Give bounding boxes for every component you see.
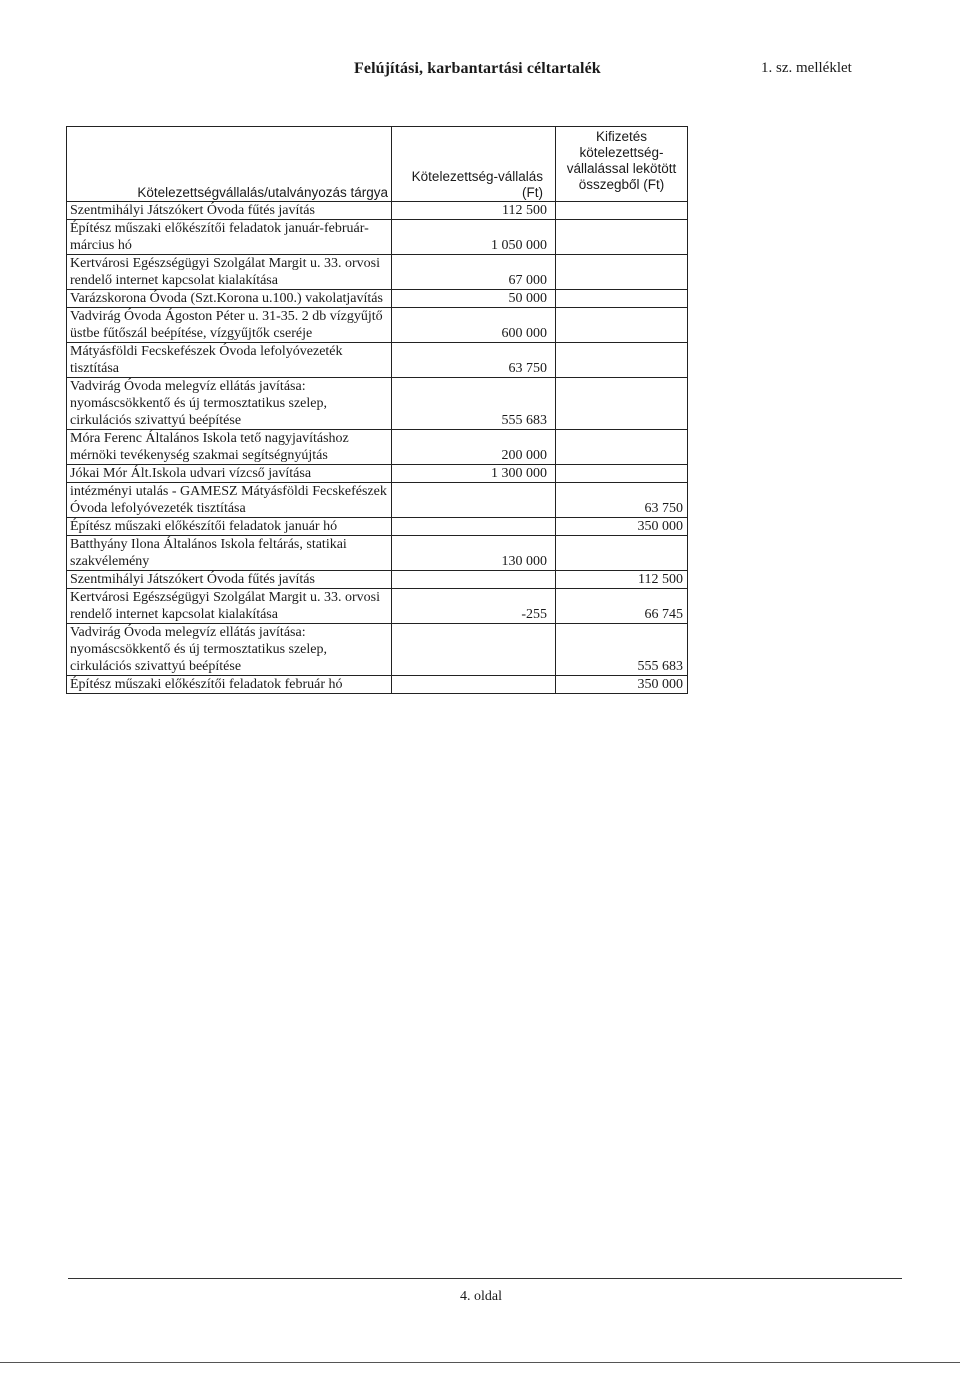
table-row xyxy=(67,571,688,589)
column-header-commitment: Kötelezettség-vállalás (Ft) xyxy=(392,127,556,202)
table-row xyxy=(67,308,688,343)
column-header-subject: Kötelezettségvállalás/utalványozás tárgya xyxy=(67,127,392,202)
table-row xyxy=(67,430,688,465)
table-row xyxy=(67,624,688,676)
table-row xyxy=(67,255,688,290)
cell-commitment xyxy=(392,483,556,518)
cell-commitment: 63 750 xyxy=(392,343,556,378)
commitments-table xyxy=(66,126,688,694)
bottom-divider xyxy=(0,1362,960,1363)
attachment-label: 1. sz. melléklet xyxy=(761,60,852,76)
cell-commitment: -255 xyxy=(392,589,556,624)
table-header-row xyxy=(67,127,688,202)
table-row xyxy=(67,202,688,220)
cell-payment xyxy=(556,378,688,430)
cell-payment: 350 000 xyxy=(556,676,688,694)
table-row xyxy=(67,518,688,536)
cell-commitment: 50 000 xyxy=(392,290,556,308)
table-row xyxy=(67,290,688,308)
cell-commitment: 1 050 000 xyxy=(392,220,556,255)
cell-commitment xyxy=(392,624,556,676)
table-row xyxy=(67,589,688,624)
cell-payment xyxy=(556,290,688,308)
cell-commitment xyxy=(392,571,556,589)
cell-subject: Szentmihályi Játszókert Óvoda fűtés javítás xyxy=(67,571,392,589)
cell-commitment: 130 000 xyxy=(392,536,556,571)
cell-commitment: 67 000 xyxy=(392,255,556,290)
table-body xyxy=(67,202,688,694)
cell-payment xyxy=(556,536,688,571)
cell-subject: Vadvirág Óvoda melegvíz ellátás javítása: nyomáscsökkentő és új termosztatikus szelep, cirkulációs szivattyú beépítése xyxy=(67,378,392,430)
cell-subject: Szentmihályi Játszókert Óvoda fűtés javítás xyxy=(67,202,392,220)
cell-payment: 350 000 xyxy=(556,518,688,536)
column-header-payment: Kifizetés kötelezettség-vállalással lekötött összegből (Ft) xyxy=(556,127,688,202)
cell-subject: Vadvirág Óvoda melegvíz ellátás javítása: nyomáscsökkentő és új termosztatikus szelep, cirkulációs szivattyú beépítése xyxy=(67,624,392,676)
footer-divider xyxy=(68,1278,902,1279)
table-row xyxy=(67,465,688,483)
cell-subject: Építész műszaki előkészítői feladatok február hó xyxy=(67,676,392,694)
cell-subject: Varázskorona Óvoda (Szt.Korona u.100.) vakolatjavítás xyxy=(67,290,392,308)
cell-subject: Móra Ferenc Általános Iskola tető nagyjavításhoz mérnöki tevékenység szakmai segítségnyújtás xyxy=(67,430,392,465)
cell-payment xyxy=(556,343,688,378)
page-title: Felújítási, karbantartási céltartalék xyxy=(354,60,601,77)
cell-subject: Mátyásföldi Fecskefészek Óvoda lefolyóvezeték tisztítása xyxy=(67,343,392,378)
cell-commitment xyxy=(392,518,556,536)
table-row xyxy=(67,378,688,430)
cell-payment: 112 500 xyxy=(556,571,688,589)
cell-payment: 63 750 xyxy=(556,483,688,518)
cell-commitment: 600 000 xyxy=(392,308,556,343)
cell-payment xyxy=(556,308,688,343)
cell-payment: 555 683 xyxy=(556,624,688,676)
cell-payment xyxy=(556,255,688,290)
table-row xyxy=(67,483,688,518)
cell-commitment: 112 500 xyxy=(392,202,556,220)
cell-subject: Jókai Mór Ált.Iskola udvari vízcső javítása xyxy=(67,465,392,483)
page-number: 4. oldal xyxy=(460,1289,502,1304)
table-row xyxy=(67,343,688,378)
cell-subject: Batthyány Ilona Általános Iskola feltárás, statikai szakvélemény xyxy=(67,536,392,571)
cell-subject: intézményi utalás - GAMESZ Mátyásföldi Fecskefészek Óvoda lefolyóvezeték tisztítása xyxy=(67,483,392,518)
cell-subject: Kertvárosi Egészségügyi Szolgálat Margit u. 33. orvosi rendelő internet kapcsolat kialakítása xyxy=(67,255,392,290)
cell-commitment: 555 683 xyxy=(392,378,556,430)
cell-commitment: 1 300 000 xyxy=(392,465,556,483)
cell-commitment xyxy=(392,676,556,694)
cell-subject: Építész műszaki előkészítői feladatok január hó xyxy=(67,518,392,536)
table-row xyxy=(67,536,688,571)
cell-commitment: 200 000 xyxy=(392,430,556,465)
cell-payment xyxy=(556,465,688,483)
cell-subject: Kertvárosi Egészségügyi Szolgálat Margit u. 33. orvosi rendelő internet kapcsolat kialakítása xyxy=(67,589,392,624)
cell-payment xyxy=(556,430,688,465)
cell-payment xyxy=(556,220,688,255)
cell-subject: Vadvirág Óvoda Ágoston Péter u. 31-35. 2 db vízgyűjtő üstbe fűtőszál beépítése, vízgyűjtők cseréje xyxy=(67,308,392,343)
table-row xyxy=(67,220,688,255)
cell-subject: Építész műszaki előkészítői feladatok január-február-március hó xyxy=(67,220,392,255)
table-row xyxy=(67,676,688,694)
cell-payment: 66 745 xyxy=(556,589,688,624)
cell-payment xyxy=(556,202,688,220)
